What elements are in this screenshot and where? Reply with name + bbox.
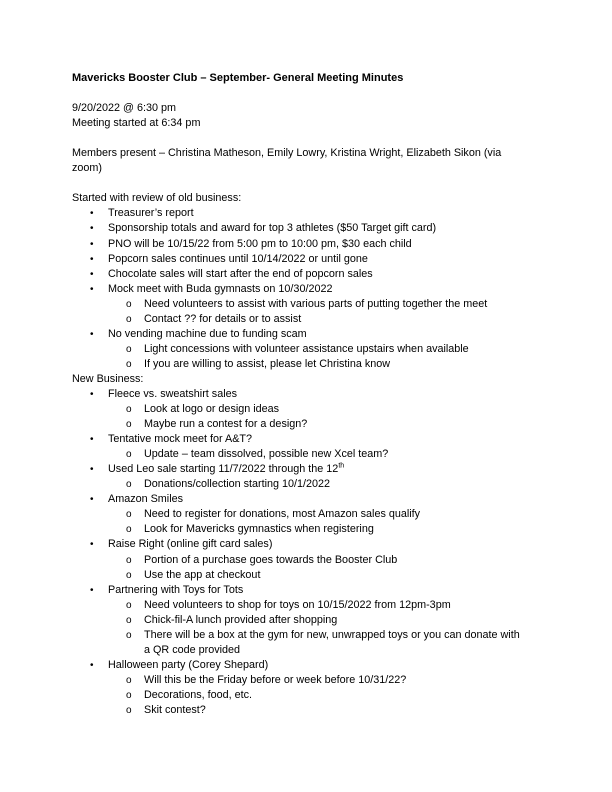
- circle-bullet-icon: o: [126, 343, 132, 355]
- circle-bullet-icon: o: [126, 449, 132, 461]
- list-item: [72, 462, 582, 477]
- list-item: [72, 703, 582, 718]
- ordinal-suffix: th: [338, 462, 345, 470]
- list-item-text: Contact ?? for details or to assist: [144, 312, 302, 325]
- list-item-text: There will be a box at the gym for new, unwrapped toys or you can donate with: [144, 628, 520, 641]
- circle-bullet-icon: o: [126, 569, 132, 581]
- list-item-text: Portion of a purchase goes towards the Booster Club: [144, 553, 398, 566]
- list-item-text: Decorations, food, etc.: [144, 688, 253, 701]
- list-item-text: Skit contest?: [144, 703, 206, 716]
- list-item-text: Maybe run a contest for a design?: [144, 418, 308, 431]
- meeting-start-time: Meeting started at 6:34 pm: [72, 117, 201, 130]
- list-item: [72, 477, 582, 492]
- list-item: [72, 312, 582, 327]
- bullet-icon: •: [90, 238, 94, 250]
- list-item: [72, 598, 582, 613]
- list-item-text: PNO will be 10/15/22 from 5:00 pm to 10:00 pm, $30 each child: [108, 237, 412, 250]
- list-item: [72, 568, 582, 583]
- bullet-icon: •: [90, 584, 94, 596]
- list-item-text: Use the app at checkout: [144, 568, 261, 581]
- blank-line: [72, 176, 582, 191]
- bullet-icon: •: [90, 328, 94, 340]
- list-item: [72, 297, 582, 312]
- list-item: [72, 688, 582, 703]
- list-item: [72, 673, 582, 688]
- bullet-icon: •: [90, 208, 94, 220]
- list-item-text: Sponsorship totals and award for top 3 athletes ($50 Target gift card): [108, 222, 437, 235]
- attendees-line: Members present – Christina Matheson, Emily Lowry, Kristina Wright, Elizabeth Sikon (via: [72, 147, 502, 160]
- list-item: [72, 237, 582, 252]
- list-item-text: Need volunteers to assist with various parts of putting together the meet: [144, 297, 488, 310]
- list-item: [72, 658, 582, 673]
- meeting-date: 9/20/2022 @ 6:30 pm: [72, 102, 177, 115]
- document-title: Mavericks Booster Club – September- General Meeting Minutes: [72, 72, 404, 84]
- list-item-text: Partnering with Toys for Tots: [108, 583, 244, 596]
- bullet-icon: •: [90, 283, 94, 295]
- bullet-icon: •: [90, 464, 94, 476]
- bullet-icon: •: [90, 659, 94, 671]
- circle-bullet-icon: o: [126, 404, 132, 416]
- bullet-icon: •: [90, 223, 94, 235]
- list-item: [72, 267, 582, 282]
- list-item: [72, 492, 582, 507]
- list-item: [72, 613, 582, 628]
- list-item: [72, 522, 582, 537]
- list-item: [72, 342, 582, 357]
- list-item: [72, 417, 582, 432]
- list-item-text: Light concessions with volunteer assistance upstairs when available: [144, 342, 469, 355]
- bullet-icon: •: [90, 268, 94, 280]
- blank-line: [72, 86, 582, 101]
- circle-bullet-icon: o: [126, 554, 132, 566]
- list-item-text: If you are willing to assist, please let Christina know: [144, 357, 391, 370]
- list-item: [72, 282, 582, 297]
- list-item-text: Mock meet with Buda gymnasts on 10/30/2022: [108, 282, 333, 295]
- circle-bullet-icon: o: [126, 509, 132, 521]
- list-item-text: Tentative mock meet for A&T?: [108, 433, 253, 446]
- list-item-text: Chocolate sales will start after the end of popcorn sales: [108, 267, 373, 280]
- bullet-icon: •: [90, 434, 94, 446]
- list-item-text: Halloween party (Corey Shepard): [108, 658, 269, 671]
- bullet-icon: •: [90, 388, 94, 400]
- attendees-line-continued: zoom): [72, 162, 102, 175]
- list-item: [72, 357, 582, 372]
- bullet-icon: •: [90, 539, 94, 551]
- list-item: [72, 553, 582, 568]
- list-item: [72, 387, 582, 402]
- circle-bullet-icon: o: [126, 614, 132, 626]
- old-business-heading: Started with review of old business:: [72, 192, 242, 205]
- list-item-text: Raise Right (online gift card sales): [108, 538, 273, 551]
- list-item-text: Donations/collection starting 10/1/2022: [144, 478, 331, 491]
- list-item-text: No vending machine due to funding scam: [108, 327, 307, 340]
- list-item: [72, 432, 582, 447]
- list-item-text: a QR code provided: [144, 643, 241, 656]
- circle-bullet-icon: o: [126, 298, 132, 310]
- circle-bullet-icon: o: [126, 629, 132, 641]
- circle-bullet-icon: o: [126, 358, 132, 370]
- list-item-text: Used Leo sale starting 11/7/2022 through the 12: [108, 463, 339, 476]
- list-item-text: Update – team dissolved, possible new Xcel team?: [144, 448, 389, 461]
- list-item-text: Need volunteers to shop for toys on 10/15/2022 from 12pm-3pm: [144, 598, 451, 611]
- circle-bullet-icon: o: [126, 313, 132, 325]
- bullet-icon: •: [90, 494, 94, 506]
- circle-bullet-icon: o: [126, 479, 132, 491]
- circle-bullet-icon: o: [126, 689, 132, 701]
- list-item: [72, 221, 582, 236]
- blank-line: [72, 131, 582, 146]
- list-item-text: Fleece vs. sweatshirt sales: [108, 387, 238, 400]
- list-item: [72, 206, 582, 221]
- list-item-text: Treasurer’s report: [108, 207, 194, 220]
- circle-bullet-icon: o: [126, 599, 132, 611]
- circle-bullet-icon: o: [126, 524, 132, 536]
- circle-bullet-icon: o: [126, 419, 132, 431]
- list-item-text: Need to register for donations, most Amazon sales qualify: [144, 508, 421, 521]
- list-item: [72, 583, 582, 598]
- list-item-continued: [72, 643, 582, 658]
- list-item: [72, 447, 582, 462]
- list-item: [72, 252, 582, 267]
- list-item: [72, 507, 582, 522]
- list-item: [72, 327, 582, 342]
- list-item: [72, 402, 582, 417]
- list-item-text: Popcorn sales continues until 10/14/2022 or until gone: [108, 252, 368, 265]
- list-item-text: Look for Mavericks gymnastics when registering: [144, 523, 374, 536]
- list-item-text: Look at logo or design ideas: [144, 403, 280, 416]
- bullet-icon: •: [90, 253, 94, 265]
- list-item-text: Amazon Smiles: [108, 493, 184, 506]
- list-item: [72, 537, 582, 552]
- list-item-text: Will this be the Friday before or week before 10/31/22?: [144, 673, 407, 686]
- list-item-text: Chick-fil-A lunch provided after shopping: [144, 613, 338, 626]
- circle-bullet-icon: o: [126, 674, 132, 686]
- new-business-heading: New Business:: [72, 372, 144, 385]
- circle-bullet-icon: o: [126, 704, 132, 716]
- list-item: [72, 628, 582, 643]
